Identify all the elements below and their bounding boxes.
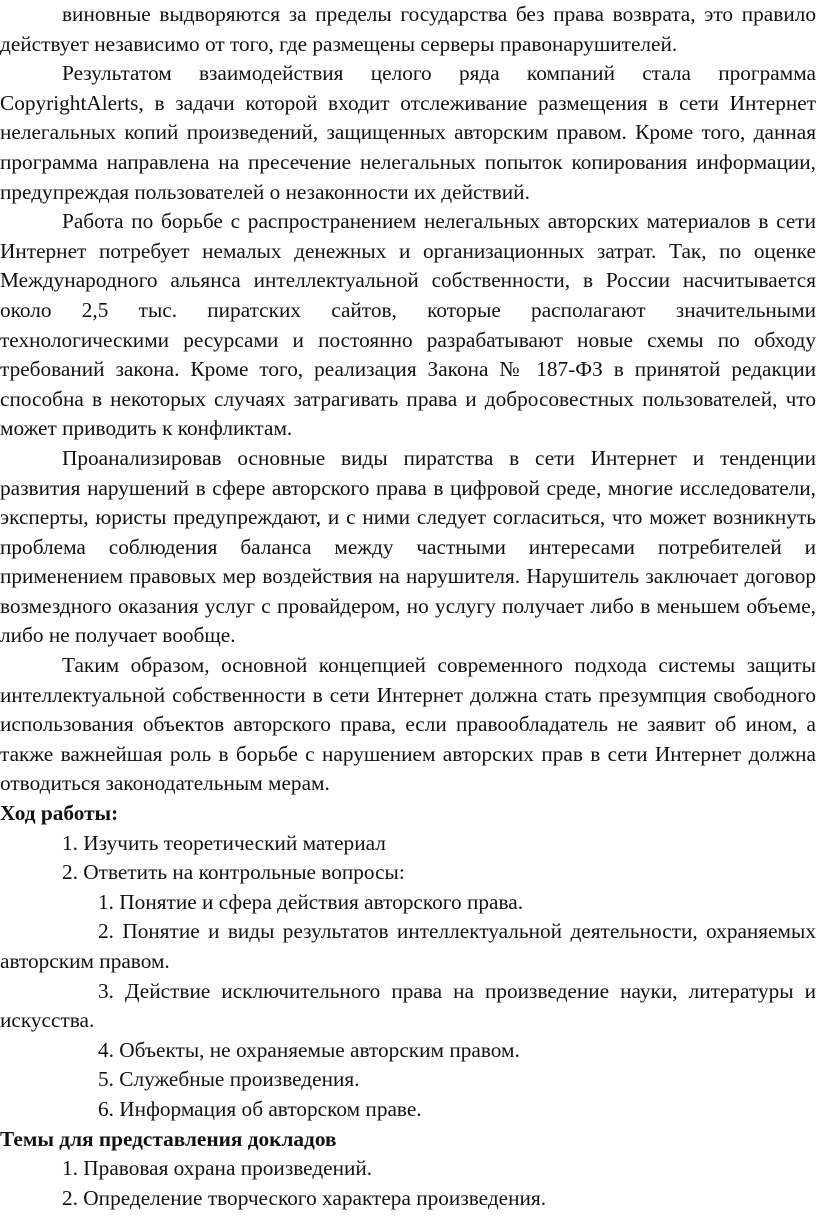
question-item: 1. Понятие и сфера действия авторского права. <box>98 889 524 914</box>
workflow-item: 2. Ответить на контрольные вопросы: <box>62 860 405 885</box>
question-item: 3. Действие исключительного права на произведение науки, литературы и искусства. <box>0 978 816 1033</box>
paragraph-1: виновные выдворяются за пределы государства без права возврата, это правило действует независимо от того, где размещены серверы правонарушителей. <box>0 2 816 56</box>
question-item: 5. Служебные произведения. <box>98 1067 360 1092</box>
paragraph-3: Работа по борьбе с распространением нелегальных авторских материалов в сети Интернет потребует немалых денежных и организационных затрат. Так, по оценке Международного альянса интеллектуальной собственности, в России насчитывается около 2,5 тыс. пиратских сайтов, которые располагают значительными технологическими ресурсами и постоянно разрабатывают новые схемы по обходу требований закона. Кроме того, реализация Закона № 187-ФЗ в принятой редакции способна в некоторых случаях затрагивать права и добросовестных пользователей, что может приводить к конфликтам. <box>0 209 816 441</box>
paragraph-5: Таким образом, основной концепцией современного подхода системы защиты интеллектуальной собственности в сети Интернет должна стать презумпция свободного использования объектов авторского права, если правообладатель не заявит об ином, а также важнейшая роль в борьбе с нарушением авторских прав в сети Интернет должна отводиться законодательным мерам. <box>0 653 816 796</box>
workflow-item: 1. Изучить теоретический материал <box>62 830 386 855</box>
question-item: 2. Понятие и виды результатов интеллектуальной деятельности, охраняемых авторским правом. <box>0 919 816 973</box>
report-item: 2. Определение творческого характера произведения. <box>62 1185 547 1210</box>
question-item: 6. Информация об авторском праве. <box>98 1096 422 1121</box>
paragraph-4: Проанализировав основные виды пиратства в сети Интернет и тенденции развития нарушений в сфере авторского права в цифровой среде, многие исследователи, эксперты, юристы предупреждают, и с ними следует согласиться, что может возникнуть проблема соблюдения баланса между частными интересами потребителей и применением правовых мер воздействия на нарушителя. Нарушитель заключает договор возмездного оказания услуг с провайдером, но услугу получает либо в меньшем объеме, либо не получает вообще. <box>0 445 816 648</box>
question-item: 4. Объекты, не охраняемые авторским правом. <box>98 1037 520 1062</box>
workflow-heading: Ход работы: <box>0 801 119 826</box>
reports-heading: Темы для представления докладов <box>0 1126 337 1151</box>
paragraph-2: Результатом взаимодействия целого ряда компаний стала программа CopyrightAlerts, в задачи которой входит отслеживание размещения в сети Интернет нелегальных копий произведений, защищенных авторским правом. Кроме того, данная программа направлена на пресечение нелегальных попыток копирования информации, предупреждая пользователей о незаконности их действий. <box>0 61 816 204</box>
report-item: 1. Правовая охрана произведений. <box>62 1156 373 1181</box>
